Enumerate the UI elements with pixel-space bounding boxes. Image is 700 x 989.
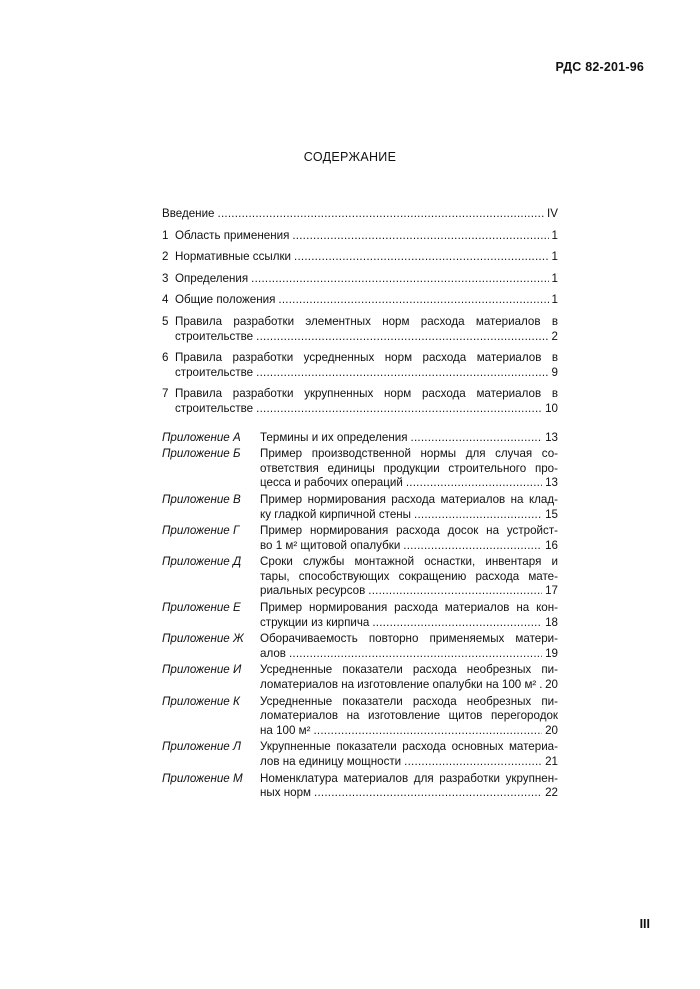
appendix-label: Приложение В xyxy=(162,492,241,506)
toc-entry-text xyxy=(260,431,558,446)
appendix-entry[interactable] xyxy=(162,524,558,553)
dot-leader xyxy=(403,539,542,554)
toc-entry-title-line: Пример нормирования расхода материалов на кон- xyxy=(260,601,558,615)
toc-entry-title-line: ных норм xyxy=(260,786,312,800)
toc-entry-line xyxy=(175,402,558,417)
toc-entry-line xyxy=(175,351,558,366)
toc-entry-line xyxy=(260,539,558,554)
toc-entry-page: 22 xyxy=(545,786,558,800)
toc-entry-line xyxy=(260,786,558,801)
dot-leader xyxy=(289,647,542,662)
toc-entry-line xyxy=(260,508,558,523)
toc-entry[interactable] xyxy=(162,229,558,244)
dot-leader xyxy=(539,678,542,693)
toc-title: СОДЕРЖАНИЕ xyxy=(303,150,397,164)
toc-entry-text xyxy=(175,229,558,244)
dot-leader xyxy=(372,616,542,631)
toc-entry-line xyxy=(175,250,558,265)
toc-entry-title-line: Оборачиваемость повторно применяемых матери- xyxy=(260,632,558,646)
toc-entry-text xyxy=(162,207,558,222)
toc-entry-page: 9 xyxy=(551,365,558,379)
toc-entry-number: 4 xyxy=(162,293,169,307)
appendix-entry[interactable] xyxy=(162,447,558,491)
appendix-label: Приложение Б xyxy=(162,447,241,461)
dot-leader xyxy=(251,272,548,287)
toc-entry-page: IV xyxy=(547,207,558,220)
document-code: РДС 82-201-96 xyxy=(555,60,644,74)
toc-sections xyxy=(162,207,558,417)
dot-leader xyxy=(414,508,542,523)
dot-leader xyxy=(314,786,542,801)
toc-entry-line xyxy=(175,387,558,402)
toc-entry-line xyxy=(175,293,558,308)
appendix-label: Приложение Е xyxy=(162,601,241,615)
toc-entry-page: 1 xyxy=(551,293,558,307)
toc-entry-title-line: во 1 м² щитовой опалубки xyxy=(260,538,401,552)
toc-entry-text xyxy=(260,555,558,599)
dot-leader xyxy=(256,366,548,381)
toc-entry-text xyxy=(260,524,558,553)
toc-entry-line xyxy=(260,709,558,724)
toc-entry-text xyxy=(175,250,558,265)
toc-entry-number: 6 xyxy=(162,351,169,365)
toc-entry-title-line: Введение xyxy=(162,207,215,220)
appendix-label: Приложение А xyxy=(162,430,241,444)
toc-entry-page: 17 xyxy=(545,584,558,598)
toc-entry[interactable] xyxy=(162,250,558,265)
toc-entry-line xyxy=(260,555,558,570)
toc-entry-number: 1 xyxy=(162,228,169,242)
toc-entry-page: 2 xyxy=(551,329,558,343)
appendix-entry[interactable] xyxy=(162,740,558,769)
appendix-label: Приложение М xyxy=(162,771,243,785)
toc-entry-title-line: Пример нормирования расхода материалов на клад- xyxy=(260,492,558,506)
toc-entry-text xyxy=(260,695,558,739)
toc-entry-line xyxy=(260,647,558,662)
dot-leader xyxy=(313,724,542,739)
toc-entry-title-line: Определения xyxy=(175,271,249,285)
toc-entry-line xyxy=(260,524,558,539)
toc-entry[interactable] xyxy=(162,293,558,308)
toc-entry-text xyxy=(175,293,558,308)
toc-entry-title-line: Область применения xyxy=(175,228,290,242)
toc-entry-number: 3 xyxy=(162,271,169,285)
dot-leader xyxy=(218,207,545,222)
toc-entry-title-line: Сроки службы монтажной оснастки, инвентаря и xyxy=(260,555,558,569)
dot-leader xyxy=(368,584,542,599)
toc-entry-title-line: Усредненные показатели расхода необрезных пи- xyxy=(260,663,558,677)
dot-leader xyxy=(256,402,542,417)
toc-entry-page: 21 xyxy=(545,755,558,768)
toc-entry-line xyxy=(260,724,558,739)
toc-appendices xyxy=(162,431,558,801)
toc-entry-text xyxy=(175,351,558,380)
appendix-label: Приложение Г xyxy=(162,524,240,538)
toc-entry-line xyxy=(260,695,558,710)
toc-entry-line xyxy=(260,493,558,508)
toc-entry-title-line: Нормативные ссылки xyxy=(175,250,292,264)
toc-entry-text xyxy=(260,663,558,692)
toc-entry-text xyxy=(175,315,558,344)
appendix-entry[interactable] xyxy=(162,663,558,692)
toc-entry-line xyxy=(175,315,558,330)
toc-entry-title-line: Пример производственной нормы для случая со- xyxy=(260,447,558,461)
toc-entry-line xyxy=(260,632,558,647)
toc-entry-page: 20 xyxy=(545,678,558,692)
toc-entry-title-line: строительстве xyxy=(175,401,254,415)
toc-entry-number: 5 xyxy=(162,314,169,328)
toc-entry-title-line: Правила разработки укрупненных норм расхода материалов в xyxy=(175,387,558,401)
toc-entry-title-line: струкции из кирпича xyxy=(260,615,370,629)
appendix-entry[interactable] xyxy=(162,695,558,739)
toc-entry-line xyxy=(260,772,558,787)
toc-entry-title-line: алов xyxy=(260,646,286,660)
toc-entry-line xyxy=(260,570,558,585)
toc-entry[interactable] xyxy=(162,272,558,287)
dot-leader xyxy=(278,293,548,308)
dot-leader xyxy=(411,431,543,446)
toc-entry-title-line: ку гладкой кирпичной стены xyxy=(260,507,412,521)
toc-entry-line xyxy=(175,330,558,345)
toc-entry-page: 13 xyxy=(545,430,558,444)
toc-entry-title-line: Термины и их определения xyxy=(260,430,408,444)
toc-entry-text xyxy=(260,601,558,630)
toc-entry-page: 1 xyxy=(551,271,558,285)
toc-entry-title-line: строительстве xyxy=(175,365,254,379)
toc-entry-title-line: Правила разработки элементных норм расхода материалов в xyxy=(175,314,558,328)
toc-entry-line xyxy=(260,601,558,616)
toc-entry-line xyxy=(175,272,558,287)
toc-entry-title-line: риальных ресурсов xyxy=(260,584,366,598)
toc-entry-title-line: Номенклатура материалов для разработки укрупнен- xyxy=(260,771,558,785)
toc-entry-line xyxy=(260,740,558,755)
toc-entry[interactable] xyxy=(162,351,558,380)
toc-entry[interactable] xyxy=(162,315,558,344)
appendix-label: Приложение Д xyxy=(162,555,242,569)
appendix-label: Приложение Л xyxy=(162,740,241,754)
toc-entry-page: 15 xyxy=(545,507,558,521)
toc-entry-title-line: ломатериалов на изготовление щитов перегородок xyxy=(260,709,558,723)
dot-leader xyxy=(256,330,548,345)
toc-entry-text xyxy=(260,740,558,769)
table-of-contents xyxy=(162,207,558,803)
dot-leader xyxy=(406,476,542,491)
appendix-label: Приложение Ж xyxy=(162,632,244,646)
dot-leader xyxy=(404,755,542,770)
appendix-label: Приложение И xyxy=(162,663,242,677)
appendix-entry[interactable] xyxy=(162,493,558,522)
toc-entry-title-line: Усредненные показатели расхода необрезных пи- xyxy=(260,694,558,708)
toc-entry-title-line: лов на единицу мощности xyxy=(260,755,402,768)
toc-entry-text xyxy=(175,387,558,416)
page-number: III xyxy=(639,917,650,931)
toc-entry-title-line: ломатериалов на изготовление опалубки на 100 м² xyxy=(260,678,537,692)
toc-entry-page: 10 xyxy=(545,401,558,415)
toc-entry-title-line: строительстве xyxy=(175,329,254,343)
toc-entry-title-line: на 100 м² xyxy=(260,723,311,737)
toc-entry-line xyxy=(260,431,558,446)
toc-entry-line xyxy=(162,207,558,222)
toc-entry-text xyxy=(260,632,558,661)
toc-entry-line xyxy=(175,229,558,244)
toc-entry-title-line: Правила разработки усредненных норм расхода материалов в xyxy=(175,351,558,365)
toc-entry-line xyxy=(260,462,558,477)
toc-entry-line xyxy=(260,584,558,599)
toc-entry-title-line: Укрупненные показатели расхода основных материа- xyxy=(260,740,558,754)
toc-entry-page: 19 xyxy=(545,646,558,660)
appendix-label: Приложение К xyxy=(162,694,240,708)
dot-leader xyxy=(292,229,548,244)
toc-entry-page: 1 xyxy=(551,228,558,242)
toc-entry-number: 2 xyxy=(162,250,169,264)
appendix-entry[interactable] xyxy=(162,632,558,661)
dot-leader xyxy=(294,250,549,265)
toc-entry[interactable] xyxy=(162,207,558,222)
toc-entry-text xyxy=(175,272,558,287)
appendix-entry[interactable] xyxy=(162,431,558,446)
toc-entry-title-line: тары, способствующих сокращению расхода мате- xyxy=(260,569,558,583)
toc-entry-text xyxy=(260,493,558,522)
toc-entry-line xyxy=(175,366,558,381)
toc-entry-page: 1 xyxy=(551,250,558,264)
toc-entry-title-line: ответствия единицы продукции строительного про- xyxy=(260,461,558,475)
toc-entry-line xyxy=(260,616,558,631)
toc-entry-title-line: цесса и рабочих операций xyxy=(260,476,403,490)
toc-entry-number: 7 xyxy=(162,387,169,401)
toc-entry-text xyxy=(260,772,558,801)
toc-entry-line xyxy=(260,663,558,678)
toc-entry-page: 18 xyxy=(545,615,558,629)
toc-entry-line xyxy=(260,447,558,462)
appendix-entry[interactable] xyxy=(162,555,558,599)
toc-entry-line xyxy=(260,755,558,770)
toc-entry-page: 13 xyxy=(545,476,558,490)
toc-entry-text xyxy=(260,447,558,491)
toc-entry-line xyxy=(260,476,558,491)
appendix-entry[interactable] xyxy=(162,601,558,630)
toc-entry-page: 20 xyxy=(545,723,558,737)
toc-entry-line xyxy=(260,678,558,693)
toc-entry-page: 16 xyxy=(545,538,558,552)
toc-entry[interactable] xyxy=(162,387,558,416)
appendix-entry[interactable] xyxy=(162,772,558,801)
toc-entry-title-line: Пример нормирования расхода досок на устройст- xyxy=(260,524,558,538)
toc-entry-title-line: Общие положения xyxy=(175,293,276,307)
